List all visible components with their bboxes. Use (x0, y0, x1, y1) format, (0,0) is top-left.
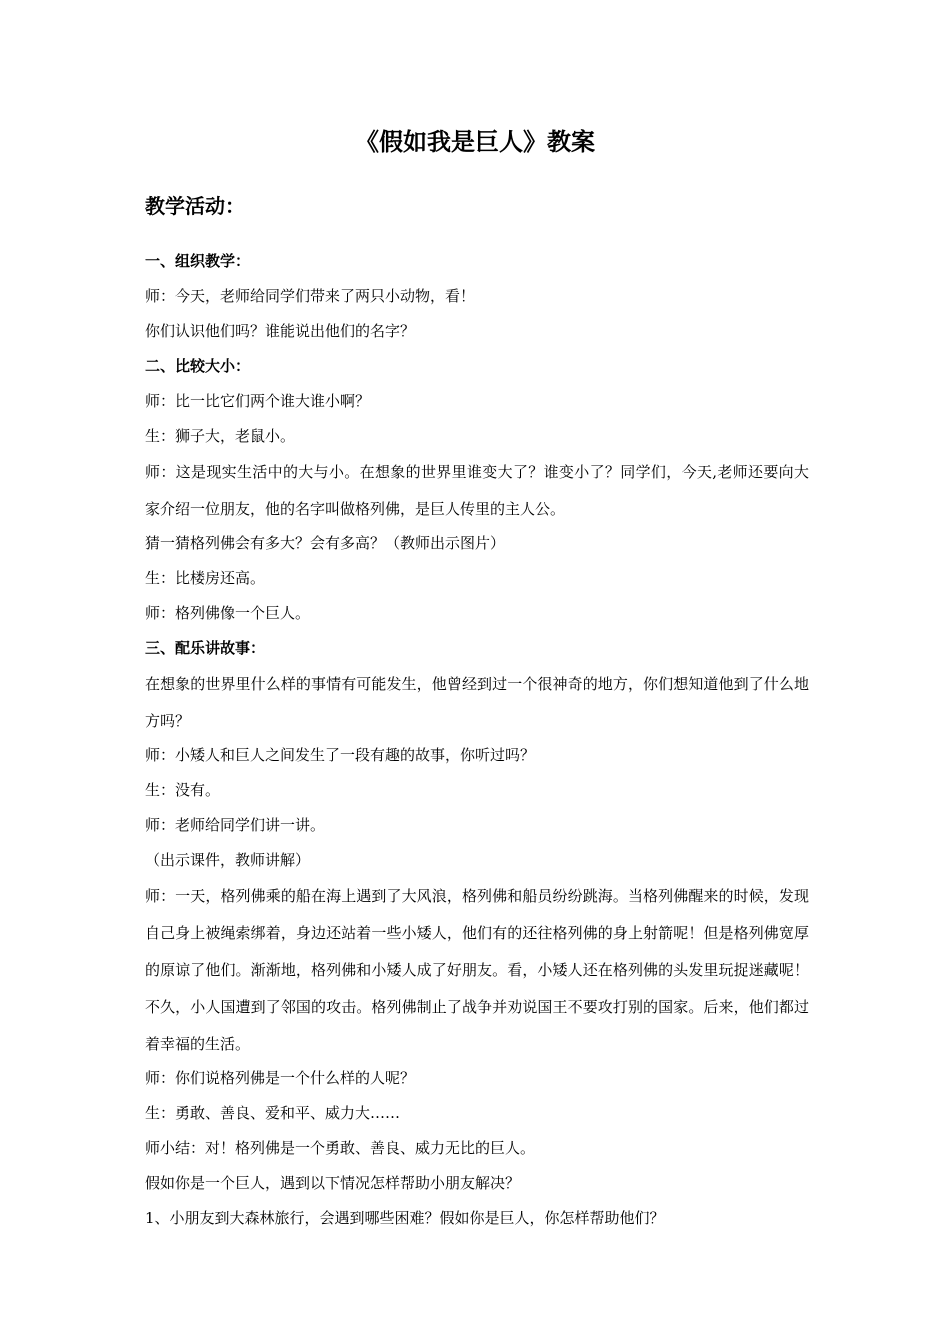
text-line: 师小结：对！格列佛是一个勇敢、善良、威力无比的巨人。 (145, 1139, 536, 1157)
text-line: 师：你们说格列佛是一个什么样的人呢？ (145, 1069, 416, 1087)
document-title: 《假如我是巨人》教案 (355, 127, 595, 156)
text-line: 师：比一比它们两个谁大谁小啊？ (145, 392, 371, 410)
text-line: 生：没有。 (145, 781, 221, 799)
text-paragraph: 在想象的世界里什么样的事情有可能发生，他曾经到过一个很神奇的地方，你们想知道他到了什么地方吗？ (145, 675, 809, 730)
text-line: 假如你是一个巨人，遇到以下情况怎样帮助小朋友解决？ (145, 1174, 521, 1192)
subheading-compare: 二、比较大小： (145, 357, 251, 375)
text-line: 师：老师给同学们讲一讲。 (145, 816, 326, 834)
text-line: 生：勇敢、善良、爱和平、威力大…… (145, 1104, 401, 1122)
subheading-story: 三、配乐讲故事： (145, 639, 266, 657)
text-paragraph: 师：一天，格列佛乘的船在海上遇到了大风浪，格列佛和船员纷纷跳海。当格列佛醒来的时候，发现自己身上被绳索绑着，身边还站着一些小矮人，他们有的还往格列佛的身上射箭呢！但是格列佛宽厚的原谅了他们。渐渐地，格列佛和小矮人成了好朋友。看，小矮人还在格列佛的头发里玩捉迷藏呢！不久，小人国遭到了邻国的攻击。格列佛制止了战争并劝说国王不要攻打别的国家。后来，他们都过着幸福的生活。 (145, 887, 809, 1053)
subheading-organize: 一、组织教学： (145, 252, 251, 270)
text-line: （出示课件，教师讲解） (145, 851, 311, 869)
text-paragraph: 师：这是现实生活中的大与小。在想象的世界里谁变大了？谁变小了？同学们，今天,老师还要向大家介绍一位朋友，他的名字叫做格列佛，是巨人传里的主人公。 (145, 463, 809, 518)
text-line: 师：小矮人和巨人之间发生了一段有趣的故事，你听过吗？ (145, 746, 536, 764)
text-line: 你们认识他们吗？谁能说出他们的名字？ (145, 322, 416, 340)
text-line: 1、小朋友到大森林旅行，会遇到哪些困难？假如你是巨人，你怎样帮助他们？ (145, 1209, 665, 1227)
section-heading: 教学活动： (145, 194, 245, 218)
text-line: 师：今天，老师给同学们带来了两只小动物，看！ (145, 287, 476, 305)
text-line: 猜一猜格列佛会有多大？会有多高？（教师出示图片） (145, 534, 506, 552)
text-line: 生：比楼房还高。 (145, 569, 266, 587)
document-body (145, 244, 809, 1236)
text-line: 师：格列佛像一个巨人。 (145, 604, 311, 622)
text-line: 生：狮子大，老鼠小。 (145, 427, 296, 445)
